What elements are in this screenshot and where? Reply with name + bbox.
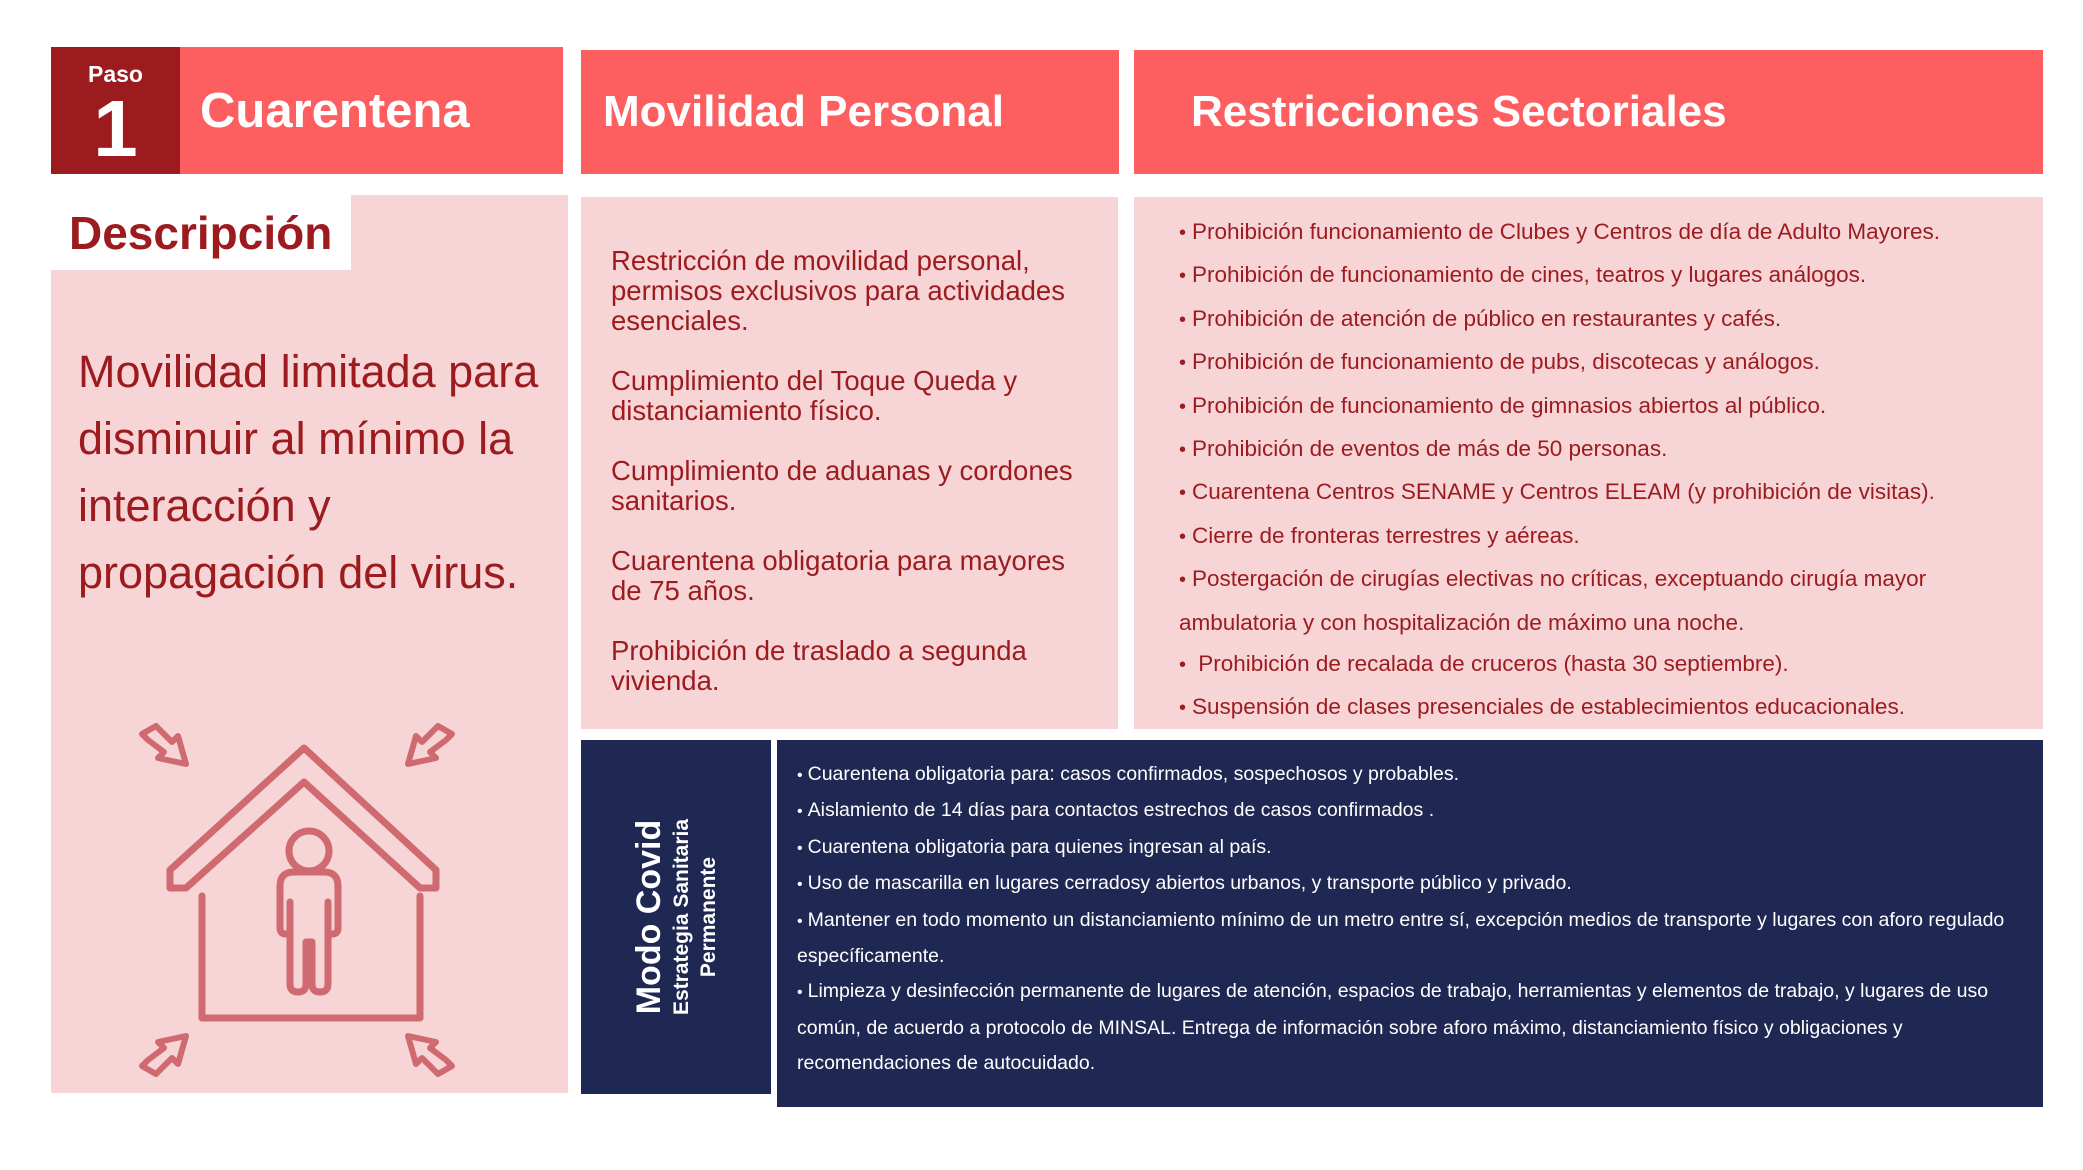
list-item: • Cuarentena obligatoria para: casos confirmados, sospechosos y probables. — [797, 763, 1460, 785]
list-item: Restricción de movilidad personal, permisos exclusivos para actividades esenciales. — [611, 245, 1065, 336]
bullet: • — [1179, 482, 1187, 505]
paso-badge — [51, 47, 180, 174]
list-item: • Mantener en todo momento un distanciamiento mínimo de un metro entre sí, excepción medios de transporte y lugares con aforo regulado específicamente. — [797, 908, 2005, 968]
list-item: • Prohibición de funcionamiento de cines, teatros y lugares análogos. — [1179, 262, 1867, 288]
list-item: • Prohibición de eventos de más de 50 personas. — [1179, 436, 1668, 462]
paso-label: Paso — [88, 61, 143, 87]
list-item: Cumplimiento del Toque Queda y distanciamiento físico. — [611, 365, 1018, 426]
paso-number: 1 — [93, 84, 138, 173]
bullet: • — [797, 912, 803, 930]
list-item: • Postergación de cirugías electivas no críticas, exceptuando cirugía mayor ambulatoria y con hospitalización de máximo una noche. — [1179, 566, 1927, 635]
list-item: • Limpieza y desinfección permanente de lugares de atención, espacios de trabajo, herramientas y elementos de trabajo, y lugares de uso común, de acuerdo a protocolo de MINSAL. Entrega de información sobre aforo máximo, distanciamiento físico y obligaciones y recomendaciones de autocuidado. — [797, 980, 1989, 1075]
modo-covid-subtitle-2: Permanente — [697, 856, 720, 978]
list-item: Cumplimiento de aduanas y cordones sanitarios. — [611, 455, 1073, 516]
bullet: • — [1179, 352, 1187, 375]
modo-covid-title: Modo Covid — [630, 819, 668, 1015]
bullet: • — [1179, 654, 1187, 677]
movilidad-list — [611, 246, 1101, 726]
list-item: Prohibición de traslado a segunda vivienda. — [611, 635, 1027, 696]
movilidad-title: Movilidad Personal — [581, 50, 1119, 174]
cuarentena-title: Cuarentena — [180, 47, 563, 174]
modo-covid-subtitle: Estrategia Sanitaria — [670, 818, 693, 1016]
list-item: • Prohibición de atención de público en restaurantes y cafés. — [1179, 305, 1782, 331]
bullet: • — [797, 767, 803, 784]
list-item: • Cierre de fronteras terrestres y aéreas. — [1179, 522, 1580, 548]
bullet: • — [1179, 265, 1187, 288]
list-item: • Cuarentena Centros SENAME y Centros ELEAM (y prohibición de visitas). — [1179, 479, 1935, 505]
modo-covid-label-panel — [581, 740, 771, 1094]
bullet: • — [1179, 697, 1187, 720]
list-item: • Prohibición de funcionamiento de gimnasios abiertos al público. — [1179, 392, 1827, 418]
bullet: • — [1179, 308, 1187, 331]
bullet: • — [1179, 525, 1187, 548]
list-item: • Suspensión de clases presenciales de establecimientos educacionales. — [1179, 694, 1905, 720]
list-item: • Uso de mascarilla en lugares cerradosy abiertos urbanos, y transporte público y privado. — [797, 872, 1572, 895]
list-item: • Prohibición funcionamiento de Clubes y Centros de día de Adulto Mayores. — [1179, 219, 1940, 244]
bullet: • — [797, 984, 803, 1002]
list-item: • Prohibición de recalada de cruceros (hasta 30 septiembre). — [1179, 651, 1789, 677]
list-item: • Aislamiento de 14 días para contactos estrechos de casos confirmados . — [797, 799, 1435, 822]
modo-covid-list — [797, 757, 2012, 1082]
bullet: • — [797, 803, 803, 821]
bullet: • — [1179, 222, 1187, 244]
bullet: • — [1179, 569, 1187, 592]
house-person-arrows-icon — [130, 720, 460, 1080]
list-item: Cuarentena obligatoria para mayores de 75 años. — [611, 545, 1066, 606]
bullet: • — [797, 839, 803, 857]
bullet: • — [1179, 439, 1187, 462]
list-item: • Cuarentena obligatoria para quienes ingresan al país. — [797, 835, 1272, 858]
modo-covid-vertical-label — [630, 819, 722, 1015]
bullet: • — [1179, 395, 1187, 418]
restricciones-list — [1179, 211, 2029, 730]
restricciones-title: Restricciones Sectoriales — [1134, 50, 2043, 174]
descripcion-text: Movilidad limitada para disminuir al mínimo la interacción y propagación del virus. — [78, 346, 539, 598]
list-item: • Prohibición de funcionamiento de pubs, discotecas y análogos. — [1179, 349, 1820, 375]
descripcion-tab: Descripción — [51, 195, 351, 270]
bullet: • — [797, 876, 803, 894]
